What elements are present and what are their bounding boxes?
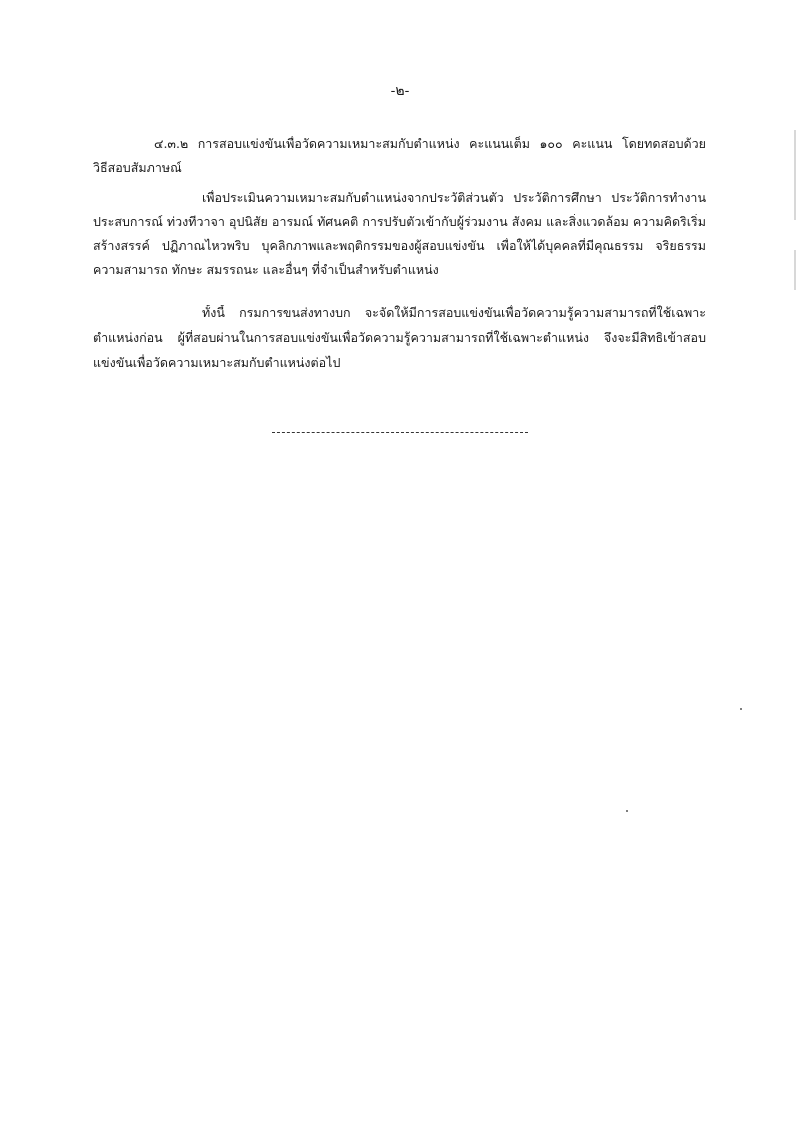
page-number: -๒-: [390, 83, 410, 99]
scan-edge-mark: [794, 250, 796, 290]
paragraph-1-line-3: สร้างสรรค์ ปฏิภาณไหวพริบ บุคลิกภาพและพฤติกรรมของผู้สอบแข่งขัน เพื่อให้ได้บุคคลที่มีคุณธรรม จริยธรรม: [93, 238, 706, 253]
paragraph-1-line-2: ประสบการณ์ ท่วงทีวาจา อุปนิสัย อารมณ์ ทัศนคติ การปรับตัวเข้ากับผู้ร่วมงาน สังคม และสิ่งแวดล้อม ความคิดริเริ่ม: [93, 214, 706, 229]
paragraph-2-line-1: ทั้งนี้ กรมการขนส่งทางบก จะจัดให้มีการสอบแข่งขันเพื่อวัดความรู้ความสามารถที่ใช้เฉพาะ: [202, 305, 706, 320]
scan-speck: [626, 810, 628, 812]
paragraph-1-line-4: ความสามารถ ทักษะ สมรรถนะ และอื่นๆ ที่จำเป็นสำหรับตำแหน่ง: [93, 262, 439, 277]
section-heading-line-1: ๔.๓.๒ การสอบแข่งขันเพื่อวัดความเหมาะสมกับตำแหน่ง คะแนนเต็ม ๑๐๐ คะแนน โดยทดสอบด้วย: [154, 136, 706, 151]
paragraph-1-line-1: เพื่อประเมินความเหมาะสมกับตำแหน่งจากประวัติส่วนตัว ประวัติการศึกษา ประวัติการทำงาน: [202, 190, 706, 205]
paragraph-2-line-3: แข่งขันเพื่อวัดความเหมาะสมกับตำแหน่งต่อไป: [93, 355, 341, 370]
scan-speck: [740, 708, 742, 710]
section-heading-line-2: วิธีสอบสัมภาษณ์: [93, 160, 182, 175]
dashed-separator: [272, 432, 528, 433]
scan-edge-mark: [794, 130, 796, 220]
paragraph-2-line-2: ตำแหน่งก่อน ผู้ที่สอบผ่านในการสอบแข่งขันเพื่อวัดความรู้ความสามารถที่ใช้เฉพาะตำแหน่ง จึงจะมีสิทธิเข้าสอบ: [93, 330, 706, 345]
